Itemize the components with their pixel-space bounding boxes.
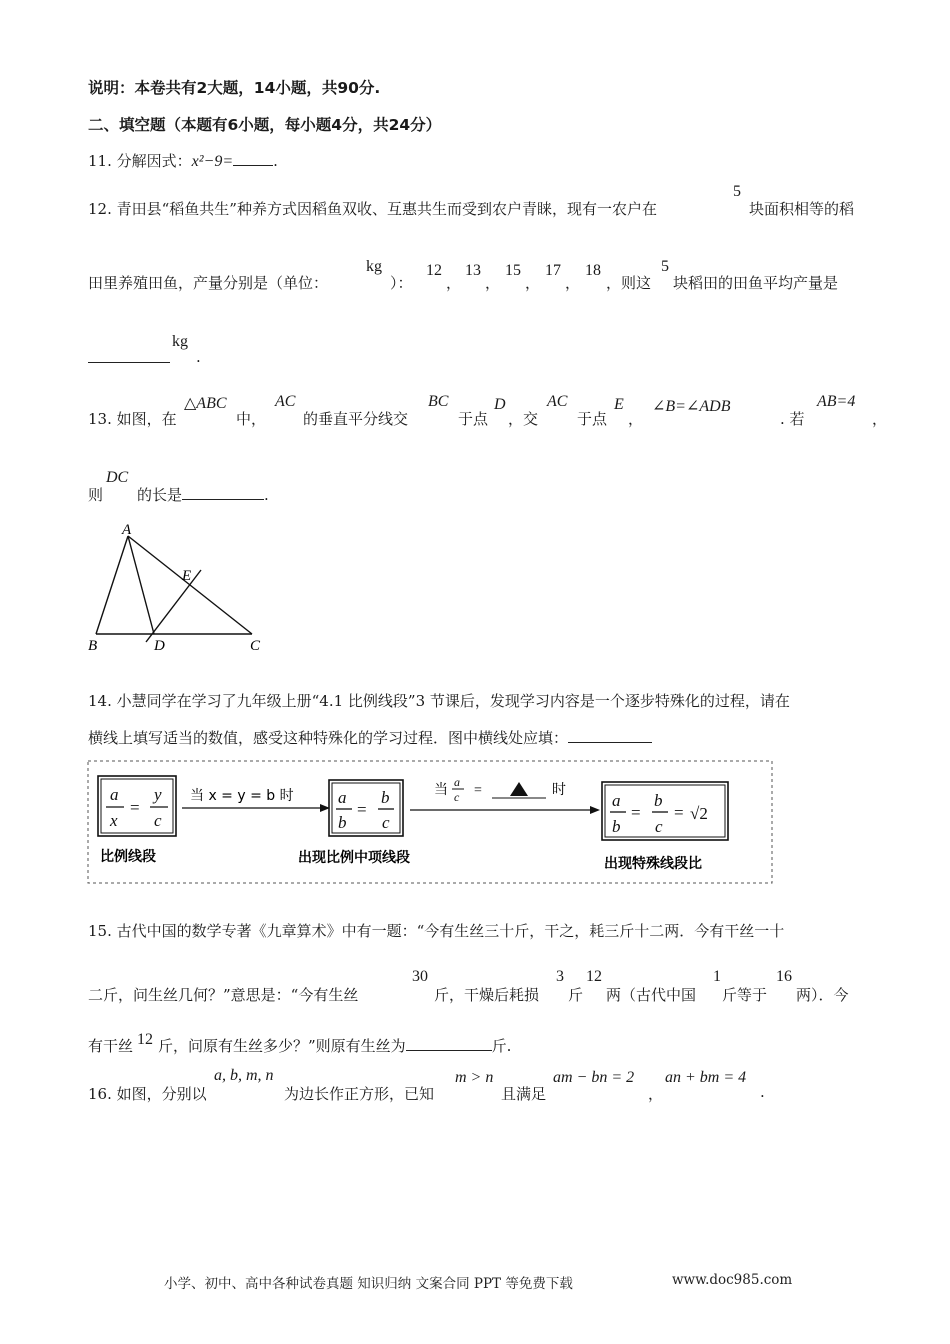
segment-ab bbox=[96, 536, 128, 634]
q12-sep: ， bbox=[565, 274, 581, 292]
q13-zhong: 中， bbox=[236, 410, 267, 428]
frac-c: c bbox=[154, 811, 162, 830]
q13-angle: ∠B=∠ADB bbox=[652, 398, 731, 415]
q13-ze: 则 bbox=[88, 486, 104, 504]
q11-expression: x²−9= bbox=[191, 153, 234, 170]
q15-n12: 12 bbox=[586, 968, 602, 985]
q13-ac: AC bbox=[275, 393, 296, 410]
answer-blank-11[interactable] bbox=[233, 151, 273, 166]
q12-n5b: 5 bbox=[661, 258, 669, 275]
q11-lead: 11. 分解因式： bbox=[88, 152, 192, 170]
answer-blank-12[interactable] bbox=[88, 348, 170, 363]
arrow1-label: 当 x = y = b 时 bbox=[190, 788, 294, 804]
triangle-icon bbox=[510, 782, 528, 796]
label-d: D bbox=[154, 638, 165, 654]
q13-bc: BC bbox=[428, 393, 449, 410]
footer-link[interactable]: www.doc985.com bbox=[672, 1272, 793, 1288]
q13-yudian2: 于点 bbox=[577, 410, 608, 428]
label-e: E bbox=[182, 568, 192, 584]
q12-line2-end: 块稻田的田鱼平均产量是 bbox=[673, 274, 839, 292]
svg-text:=: = bbox=[130, 798, 140, 817]
frac-c2: c bbox=[382, 813, 390, 832]
q15-l3 bbox=[158, 1035, 511, 1056]
q12-line1: 12. 青田县“稻鱼共生”种养方式因稻鱼双收、互惠共生而受到农户青睐，现有一农户在 bbox=[88, 200, 657, 218]
q13-sep: ， bbox=[628, 410, 644, 428]
label-c: C bbox=[250, 638, 261, 654]
q13-tail: . bbox=[264, 486, 269, 504]
q13-lead: 13. 如图，在 bbox=[88, 410, 177, 428]
frac-b3: b bbox=[381, 788, 390, 807]
q12-line2: 田里养殖田鱼，产量分别是（单位： bbox=[88, 274, 329, 292]
q12-value: 17 bbox=[545, 262, 561, 279]
perpendicular-bisector bbox=[146, 570, 201, 642]
q12-colon: ）： bbox=[390, 274, 413, 292]
q12-sep: ， bbox=[485, 274, 501, 292]
svg-text:=: = bbox=[357, 800, 367, 819]
frac-y: y bbox=[154, 785, 162, 804]
frac-b5: b bbox=[612, 817, 621, 836]
q16-lead: 16. 如图，分别以 bbox=[88, 1085, 207, 1103]
caption-proportion: 比例线段 bbox=[100, 849, 156, 865]
answer-blank-15[interactable] bbox=[406, 1036, 492, 1051]
q12-value: 13 bbox=[465, 262, 481, 279]
q13-ab: AB=4 bbox=[817, 393, 856, 410]
arrow2-post: 时 bbox=[552, 782, 566, 798]
q13-perp: 的垂直平分线交 bbox=[303, 410, 409, 428]
q15-l2c: 斤 bbox=[568, 986, 584, 1004]
arrow2-head bbox=[590, 806, 600, 814]
segment-ad bbox=[128, 536, 154, 634]
q12-value: 15 bbox=[505, 262, 521, 279]
frac-c4: c bbox=[454, 790, 460, 804]
arrow2-eq: = bbox=[474, 783, 482, 798]
label-b: B bbox=[88, 638, 98, 654]
q16-eq1: am − bn = 2 bbox=[553, 1069, 635, 1086]
caption-mean: 出现比例中项线段 bbox=[298, 850, 410, 866]
q15-l2a: 二斤，问生丝几何？”意思是：“今有生丝 bbox=[88, 986, 359, 1004]
q13-triangle: △ABC bbox=[184, 395, 227, 412]
svg-text:=: = bbox=[674, 803, 684, 822]
q12-value: 18 bbox=[585, 262, 601, 279]
q15-n1: 1 bbox=[713, 968, 721, 985]
arrow2-pre: 当 bbox=[434, 782, 448, 798]
frac-x: x bbox=[110, 811, 118, 830]
q16-vars: a, b, m, n bbox=[214, 1067, 274, 1084]
q15-n30: 30 bbox=[412, 968, 428, 985]
frac-a: a bbox=[110, 785, 119, 804]
footer-text: 小学、初中、高中各种试卷真题 知识归纳 文案合同 PPT 等免费下载 bbox=[164, 1276, 573, 1292]
q12-tail: . bbox=[196, 348, 201, 366]
q11-tail: . bbox=[273, 152, 278, 170]
q14-line2-text: 横线上填写适当的数值，感受这种特殊化的学习过程．图中横线处应填： bbox=[88, 729, 569, 747]
specialization-diagram bbox=[86, 758, 776, 888]
q14-line1: 14. 小慧同学在学习了九年级上册“4.1 比例线段”3 节课后，发现学习内容是一个逐步特殊化的过程，请在 bbox=[88, 692, 790, 710]
q16-sep: ， bbox=[648, 1085, 664, 1103]
q15-l3a: 有干丝 bbox=[88, 1037, 134, 1055]
q13-yudian: 于点 bbox=[458, 410, 489, 428]
question-11 bbox=[88, 150, 278, 171]
frac-b2: b bbox=[338, 813, 347, 832]
q13-sep: ， bbox=[872, 410, 888, 428]
q12-line1-end: 块面积相等的稻 bbox=[749, 200, 855, 218]
q16-tail: . bbox=[760, 1083, 765, 1101]
q15-l2d: 两（古代中国 bbox=[606, 986, 697, 1004]
q13-len bbox=[137, 484, 269, 505]
svg-text:=: = bbox=[631, 803, 641, 822]
q13-ac2: AC bbox=[547, 393, 568, 410]
box-special bbox=[602, 782, 728, 840]
q15-l2e: 斤等于 bbox=[722, 986, 768, 1004]
q16-cond: m > n bbox=[455, 1069, 494, 1086]
sqrt-two: √2 bbox=[690, 804, 708, 823]
q12-unit-2: kg bbox=[172, 333, 188, 350]
caption-special: 出现特殊线段比 bbox=[604, 856, 702, 872]
label-a: A bbox=[122, 522, 132, 538]
frac-b6: b bbox=[654, 791, 663, 810]
q16-mid: 为边长作正方形，已知 bbox=[284, 1085, 435, 1103]
q12-sep: ， bbox=[446, 274, 462, 292]
q13-len-text: 的长是 bbox=[137, 486, 183, 504]
q12-unit: kg bbox=[366, 258, 382, 275]
q15-n12b: 12 bbox=[137, 1031, 153, 1048]
q12-line3 bbox=[88, 348, 170, 367]
q15-l3c: 斤. bbox=[491, 1037, 512, 1055]
section-title: 二、填空题（本题有6小题，每小题4分，共24分） bbox=[88, 116, 442, 134]
q16-mid2: 且满足 bbox=[501, 1085, 547, 1103]
exam-note: 说明：本卷共有2大题，14小题，共90分. bbox=[88, 79, 381, 97]
frac-a4: a bbox=[454, 775, 460, 789]
q16-eq2: an + bm = 4 bbox=[665, 1069, 747, 1086]
frac-a2: a bbox=[338, 788, 347, 807]
q15-l2f: 两）．今 bbox=[796, 986, 849, 1004]
answer-blank-14[interactable] bbox=[568, 728, 652, 743]
q12-sep: ， bbox=[525, 274, 541, 292]
q12-then: ，则这 bbox=[606, 274, 652, 292]
answer-blank-13[interactable] bbox=[182, 485, 264, 500]
q13-e: E bbox=[614, 396, 624, 413]
q15-line1: 15. 古代中国的数学专著《九章算术》中有一题：“今有生丝三十斤，干之，耗三斤十二两．今有干丝一十 bbox=[88, 922, 785, 940]
q12-value: 12 bbox=[426, 262, 442, 279]
q13-jiao: ，交 bbox=[508, 410, 539, 428]
q15-n3: 3 bbox=[556, 968, 564, 985]
frac-a5: a bbox=[612, 791, 621, 810]
q13-ruo: . 若 bbox=[780, 410, 805, 428]
q14-line2 bbox=[88, 727, 652, 748]
q13-dc: DC bbox=[106, 469, 129, 486]
q15-n16: 16 bbox=[776, 968, 792, 985]
frac-c5: c bbox=[655, 817, 663, 836]
triangle-figure bbox=[80, 520, 280, 655]
q15-l3b: 斤，问原有生丝多少？”则原有生丝为 bbox=[158, 1037, 406, 1055]
q12-n5: 5 bbox=[733, 183, 741, 200]
q15-l2b: 斤，干燥后耗损 bbox=[434, 986, 540, 1004]
q13-d: D bbox=[494, 396, 506, 413]
